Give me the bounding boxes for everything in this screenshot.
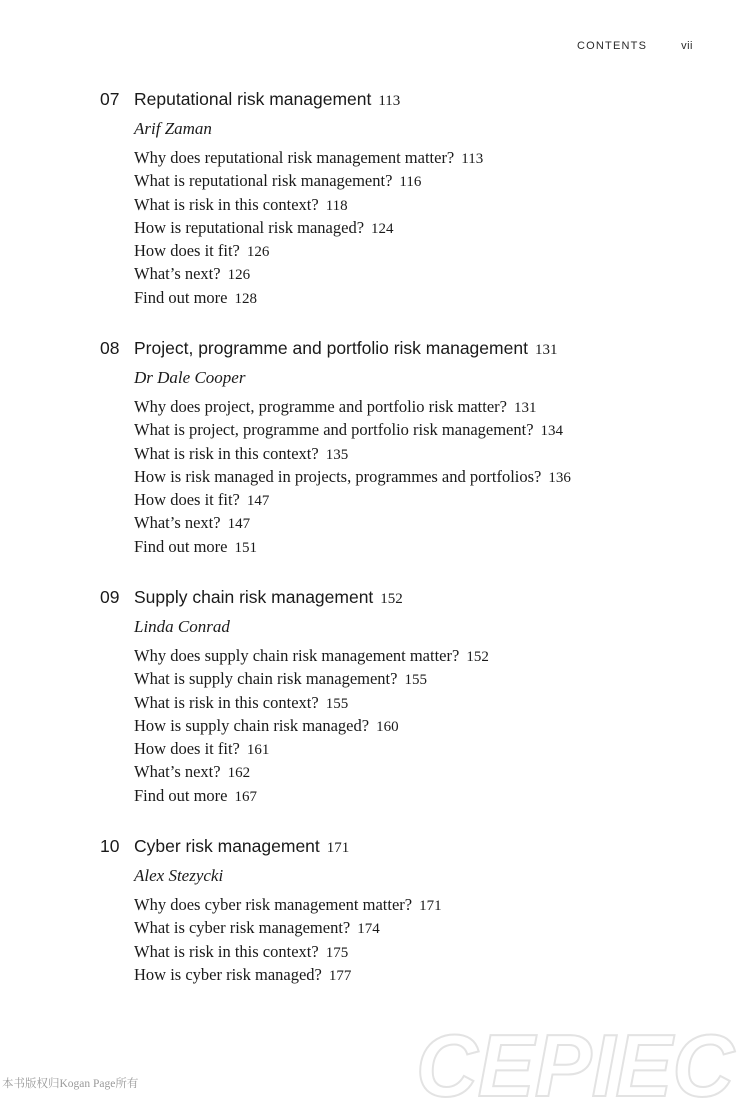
chapter-number: 09 bbox=[100, 587, 120, 607]
chapter-heading bbox=[100, 834, 660, 858]
section-page: 162 bbox=[227, 765, 251, 782]
section-entry bbox=[134, 262, 660, 285]
section-entry bbox=[134, 216, 660, 239]
section-list bbox=[134, 893, 660, 986]
section-page: 155 bbox=[404, 672, 427, 689]
section-page: 177 bbox=[328, 967, 352, 984]
section-page: 167 bbox=[234, 788, 257, 805]
section-page: 147 bbox=[227, 516, 251, 533]
section-page: 113 bbox=[461, 151, 484, 167]
section-entry bbox=[134, 465, 660, 488]
section-title: What is risk in this context? bbox=[134, 443, 319, 463]
section-entry bbox=[134, 760, 660, 783]
chapter-author: Linda Conrad bbox=[134, 617, 230, 636]
section-title: Find out more bbox=[134, 287, 228, 307]
section-title: What is cyber risk management? bbox=[134, 918, 351, 938]
section-entry bbox=[134, 511, 660, 534]
chapter-page: 152 bbox=[380, 591, 403, 607]
section-page: 151 bbox=[234, 539, 257, 556]
section-page: 136 bbox=[548, 469, 571, 486]
cepiec-watermark bbox=[408, 1020, 738, 1106]
section-entry bbox=[134, 488, 660, 511]
section-title: How does it fit? bbox=[134, 739, 240, 759]
chapter-author: Arif Zaman bbox=[134, 119, 212, 138]
section-title: How does it fit? bbox=[134, 490, 240, 510]
section-title: Why does reputational risk management matter? bbox=[134, 148, 455, 167]
section-title: Why does supply chain risk management matter? bbox=[134, 646, 460, 665]
chapter-page: 171 bbox=[326, 840, 350, 856]
watermark-text: CEPIEC bbox=[416, 1020, 736, 1106]
section-entry bbox=[134, 714, 660, 737]
section-page: 135 bbox=[325, 446, 349, 463]
section-entry bbox=[134, 737, 660, 760]
chapter-number: 10 bbox=[100, 836, 120, 856]
page-number: vii bbox=[681, 40, 693, 52]
section-title: Find out more bbox=[134, 536, 228, 556]
section-entry bbox=[134, 418, 660, 441]
section-title: What’s next? bbox=[134, 264, 221, 284]
copyright-stamp: 本书版权归Kogan Page所有 bbox=[2, 1078, 139, 1090]
section-title: How is cyber risk managed? bbox=[134, 964, 322, 984]
section-entry bbox=[134, 535, 660, 558]
chapter-heading bbox=[100, 87, 660, 111]
chapter-author: Alex Stezycki bbox=[134, 866, 224, 885]
chapter-title: Project, programme and portfolio risk management bbox=[134, 338, 528, 358]
chapter-title: Cyber risk management bbox=[134, 836, 320, 856]
section-entry bbox=[134, 963, 660, 986]
chapter-page: 131 bbox=[534, 342, 558, 358]
chapter-10 bbox=[100, 834, 660, 986]
chapter-09 bbox=[100, 585, 660, 807]
chapter-heading bbox=[100, 585, 660, 609]
chapter-number: 07 bbox=[100, 89, 120, 109]
section-page: 124 bbox=[371, 220, 394, 237]
running-title: CONTENTS bbox=[577, 40, 648, 52]
section-entry bbox=[134, 916, 660, 939]
section-list bbox=[134, 644, 660, 807]
section-page: 126 bbox=[246, 244, 270, 261]
section-list bbox=[134, 146, 660, 309]
section-entry bbox=[134, 644, 660, 667]
chapter-page: 113 bbox=[378, 93, 401, 109]
section-entry bbox=[134, 784, 660, 807]
section-entry bbox=[134, 691, 660, 714]
chapter-title: Supply chain risk management bbox=[134, 587, 374, 607]
section-page: 171 bbox=[419, 898, 442, 914]
section-page: 116 bbox=[399, 174, 422, 191]
chapter-title: Reputational risk management bbox=[134, 89, 372, 109]
section-page: 134 bbox=[540, 423, 564, 440]
section-page: 161 bbox=[246, 742, 270, 759]
section-title: What is project, programme and portfolio risk management? bbox=[134, 420, 534, 440]
chapter-08 bbox=[100, 336, 660, 558]
section-title: How does it fit? bbox=[134, 241, 240, 261]
section-entry bbox=[134, 193, 660, 216]
section-entry bbox=[134, 239, 660, 262]
running-head bbox=[577, 40, 693, 52]
chapter-heading bbox=[100, 336, 660, 360]
section-entry bbox=[134, 146, 660, 169]
section-page: 174 bbox=[357, 921, 380, 938]
section-entry bbox=[134, 169, 660, 192]
section-title: What is supply chain risk management? bbox=[134, 669, 398, 689]
section-page: 152 bbox=[466, 649, 489, 665]
section-title: What’s next? bbox=[134, 513, 221, 533]
section-page: 131 bbox=[513, 400, 537, 416]
section-title: Why does project, programme and portfolio risk matter? bbox=[134, 397, 507, 416]
section-page: 128 bbox=[234, 290, 257, 307]
section-page: 175 bbox=[325, 944, 349, 961]
section-title: What is risk in this context? bbox=[134, 692, 319, 712]
section-title: How is supply chain risk managed? bbox=[134, 715, 370, 735]
section-page: 155 bbox=[325, 695, 349, 712]
section-title: What is risk in this context? bbox=[134, 941, 319, 961]
section-title: How is reputational risk managed? bbox=[134, 217, 365, 237]
section-title: What is reputational risk management? bbox=[134, 171, 393, 191]
section-entry bbox=[134, 893, 660, 916]
chapter-07 bbox=[100, 87, 660, 309]
section-title: What is risk in this context? bbox=[134, 194, 319, 214]
section-page: 160 bbox=[376, 718, 399, 735]
chapter-number: 08 bbox=[100, 338, 120, 358]
section-entry bbox=[134, 667, 660, 690]
section-title: Find out more bbox=[134, 785, 228, 805]
section-title: How is risk managed in projects, programmes and portfolios? bbox=[134, 466, 542, 486]
section-title: Why does cyber risk management matter? bbox=[134, 895, 413, 914]
section-entry bbox=[134, 442, 660, 465]
chapter-author: Dr Dale Cooper bbox=[134, 368, 246, 387]
section-list bbox=[134, 395, 660, 558]
section-title: What’s next? bbox=[134, 762, 221, 782]
section-entry bbox=[134, 395, 660, 418]
section-page: 126 bbox=[227, 267, 251, 284]
section-page: 147 bbox=[246, 493, 270, 510]
section-entry bbox=[134, 286, 660, 309]
section-page: 118 bbox=[325, 197, 348, 214]
section-entry bbox=[134, 940, 660, 963]
